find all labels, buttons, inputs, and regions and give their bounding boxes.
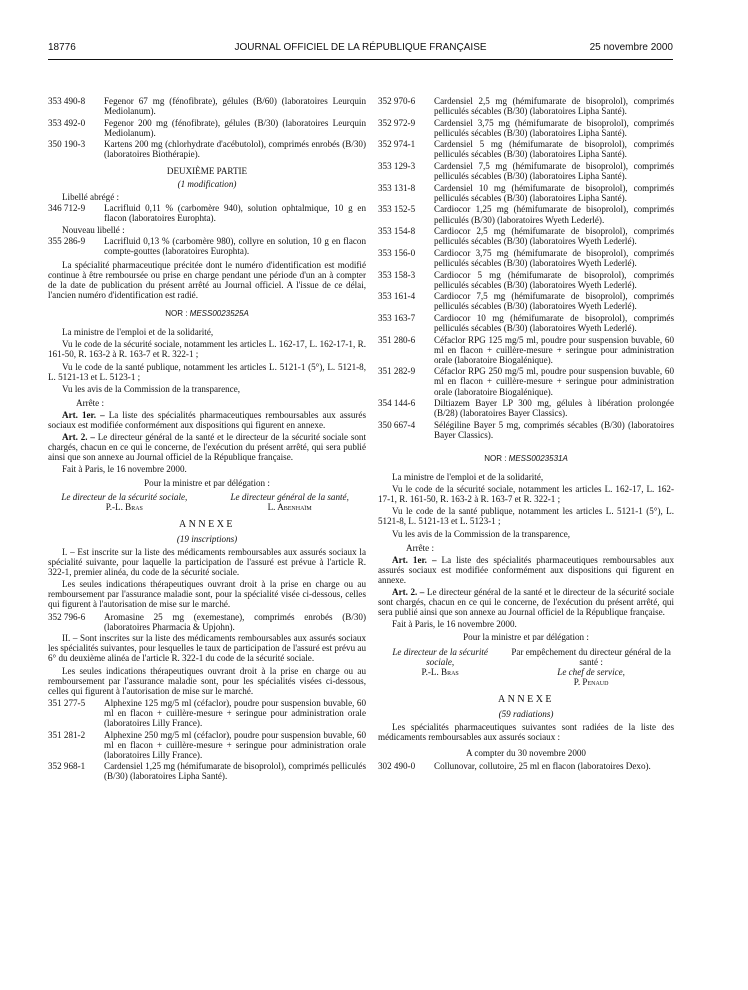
left-column [48,96,366,783]
nouveau-libelle: Nouveau libellé : [62,224,125,235]
list-item: 354 144-6 Diltiazem Bayer LP 300 mg, gélules à libération prolongée (B/28) (laboratoires Bayer Classics). [378,398,674,419]
list-item: 353 492-0 Fegenor 200 mg (fénofibrate), gélules (B/30) (laboratoires Leurquin Mediolanum). [48,117,366,138]
list-item: 352 970-6 Cardensiel 2,5 mg (hémifumarate de bisoprolol), comprimés pelliculés sécables (B/30) (laboratoires Lipha Santé). [378,96,674,117]
list-item: 353 154-8 Cardiocor 2,5 mg (hémifumarate de bisoprolol), comprimés pelliculés sécables (B/30) (laboratoires Wyeth Lederlé). [378,226,674,247]
list-item: 352 796-6 Aromasine 25 mg (exemestane), comprimés enrobés (B/30) (laboratoires Pharmacia & Upjohn). [48,611,366,632]
list-item: 351 282-9 Céfaclor RPG 250 mg/5 ml, poudre pour suspension buvable, 60 ml en flacon + cuillère-mesure + seringue pour administration orale (laboratoire Biogalénique). [378,366,674,397]
signature-left: Le directeur de la sécurité sociale, P.-L. Bras [61,491,188,512]
paragraph-I: I. – Est inscrite sur la liste des médicaments remboursables aux assurés sociaux la spécialité suivante, pour laquelle la participation de l'assuré est prévue à l'article R. 322-1, premier alinéa, du code de la sécurité sociale. [48,546,366,578]
signature-left: Le directeur de la sécurité sociale, P.-L. Bras [392,646,488,677]
page-header [48,43,673,57]
list-item: 352 968-1 Cardensiel 1,25 mg (hémifumarate de bisoprolol), comprimés pelliculés (B/30) (laboratoires Lipha Santé). [48,761,366,782]
fait-line: Fait à Paris, le 16 novembre 2000. [62,464,187,475]
list-item: 352 974-1 Cardensiel 5 mg (hémifumarate de bisoprolol), comprimés pelliculés sécables (B/30) (laboratoires Lipha Santé). [378,139,674,160]
article-1: Art. 1er. – La liste des spécialités pharmaceutiques remboursables aux assurés sociaux est modifiée conformément aux dispositions qui figurent en annexe. [378,554,675,585]
list-item: 351 281-2 Alphexine 250 mg/5 ml (céfaclor), poudre pour suspension buvable, 60 ml en flacon + cuillère-mesure + seringue pour administration orale (laboratoires Lilly France). [48,729,366,760]
ministre-line: La ministre de l'emploi et de la solidarité, [62,327,214,338]
paragraph-I-indications: Les seules indications thérapeutiques ouvrant droit à la prise en charge ou au remboursement par l'assurance maladie sont, pour la spécialité visée ci-dessous, celles qui figurent à l'autorisation de mise sur le marché. [48,579,366,610]
list-item: 351 280-6 Céfaclor RPG 125 mg/5 ml, poudre pour suspension buvable, 60 ml en flacon + cuillère-mesure + seringue pour administration orale (laboratoire Biogalénique). [378,334,674,365]
list-item: 353 152-5 Cardiocor 1,25 mg (hémifumarate de bisoprolol), comprimés pelliculés (B/30) (laboratoires Wyeth Lederlé). [378,204,674,225]
radiations-count: (59 radiations) [498,708,554,719]
list-item: 353 131-8 Cardensiel 10 mg (hémifumarate de bisoprolol), comprimés pelliculés sécables (B/30) (laboratoires Lipha Santé). [378,182,674,203]
right-column [378,96,674,773]
list-item: 353 490-8 Fegenor 67 mg (fénofibrate), gélules (B/60) (laboratoires Leurquin Mediolanum). [48,96,366,117]
list-item: 353 161-4 Cardiocor 7,5 mg (hémifumarate de bisoprolol), comprimés pelliculés sécables (B/30) (laboratoires Wyeth Lederlé). [378,291,674,312]
delegation-line: Pour la ministre et par délégation : [144,477,270,488]
article-2: Art. 2. – Le directeur général de la santé et le directeur de la sécurité sociale sont chargés, chacun en ce qui le concerne, de l'exécution du présent arrêté, qui sera publié ainsi que son annexe au Journal officiel de la République française. [48,432,367,463]
list-item: 350 190-3 Kartens 200 mg (chlorhydrate d'acébutolol), comprimés enrobés (B/30) (laboratoires Biothérapie). [48,139,366,160]
arrete-line: Arrête : [76,397,105,408]
vu-line: Vu le code de la sécurité sociale, notamment les articles L. 162-17, L. 162-17-1, R. 161-50, R. 163-2 à R. 163-7 et R. 322-1 ; [378,484,674,505]
vu-line: Vu le code de la sécurité sociale, notamment les articles L. 162-17, L. 162-17-1, R. 161-50, R. 163-2 à R. 163-7 et R. 322-1 ; [48,339,366,360]
delegation-line: Pour la ministre et par délégation : [463,632,589,643]
list-item: 353 129-3 Cardensiel 7,5 mg (hémifumarate de bisoprolol), comprimés pelliculés sécables (B/30) (laboratoires Lipha Santé). [378,161,674,182]
list-item: 353 163-7 Cardiocor 10 mg (hémifumarate de bisoprolol), comprimés pelliculés sécables (B/30) (laboratoires Wyeth Lederlé). [378,312,674,333]
signatures [48,492,366,512]
list-item: 351 277-5 Alphexine 125 mg/5 ml (céfaclor), poudre pour suspension buvable, 60 ml en flacon + cuillère-mesure + seringue pour administration orale (laboratoires Lilly France). [48,697,366,728]
ministre-line: La ministre de l'emploi et de la solidarité, [392,472,544,483]
signature-right: Le directeur général de la santé, L. Abenhaïm [230,491,349,512]
list-item: 353 156-0 Cardiocor 3,75 mg (hémifumarate de bisoprolol), comprimés pelliculés sécables (B/30) (laboratoires Wyeth Lederlé). [378,247,674,268]
modification-count: (1 modification) [177,178,237,189]
article-2: Art. 2. – Le directeur général de la santé et le directeur de la sécurité sociale sont chargés, chacun en ce qui le concerne, de l'exécution du présent arrêté, qui sera publié ainsi que son annexe au Journal officiel de la République française. [378,587,674,618]
paragraph-II: II. – Sont inscrites sur la liste des médicaments remboursables aux assurés sociaux les spécialités suivantes, pour lesquelles le taux de participation de l'assuré est prévu au 6° du deuxième alinéa de l'article R. 322-1 du code de la sécurité sociale. [48,633,366,664]
paragraph-specialite: La spécialité pharmaceutique précitée dont le numéro d'identification est modifié continue à être remboursée ou prise en charge pendant une période d'un an à compter de la date de publication du présent arrêté au Journal officiel. A l'issue de ce délai, l'ancien numéro d'identification est radié. [48,259,366,301]
inscriptions-count: (19 inscriptions) [176,533,238,544]
arrete-line: Arrête : [406,542,435,553]
nor-reference: NOR : MESS0023525A [165,309,249,319]
paragraph-II-indications: Les seules indications thérapeutiques ouvrant droit à la prise en charge ou au remboursement par l'assurance maladie sont, pour les spécialités visées ci-dessous, celles qui figurent à l'autorisation de mise sur le marché. [48,665,366,696]
list-item: 355 286-9 Lacrifluid 0,13 % (carbomère 980), collyre en solution, 10 g en flacon compte-gouttes (laboratoires Europhta). [48,235,366,256]
list-item: 352 972-9 Cardensiel 3,75 mg (hémifumarate de bisoprolol), comprimés pelliculés sécables (B/30) (laboratoires Lipha Santé). [378,117,674,138]
page-number: 18776 [48,42,76,53]
list-item: 353 158-3 Cardiocor 5 mg (hémifumarate de bisoprolol), comprimés pelliculés sécables (B/30) (laboratoires Wyeth Lederlé). [378,269,674,290]
part-title: DEUXIÈME PARTIE [166,165,248,176]
list-item: 350 667-4 Sélégiline Bayer 5 mg, comprimés sécables (B/30) (laboratoires Bayer Classics). [378,419,674,440]
vu-line: Vu le code de la santé publique, notamment les articles L. 5121-1 (5°), L. 5121-8, L. 5121-13 et L. 5123-1 ; [378,506,674,527]
vu-line: Vu les avis de la Commission de la transparence, [392,528,570,539]
libelle-abrege: Libellé abrégé : [62,191,120,202]
article-1: Art. 1er. – La liste des spécialités pharmaceutiques remboursables aux assurés sociaux est modifiée conformément aux dispositions qui figurent en annexe. [48,409,366,431]
journal-title: JOURNAL OFFICIEL DE LA RÉPUBLIQUE FRANÇAISE [234,42,487,53]
signatures [378,647,674,687]
vu-line: Vu les avis de la Commission de la transparence, [62,383,240,394]
effective-date: A compter du 30 novembre 2000 [466,748,586,759]
vu-line: Vu le code de la santé publique, notamment les articles L. 5121-1 (5°), L. 5121-8, L. 5121-13 et L. 5123-1 ; [48,361,366,382]
fait-line: Fait à Paris, le 16 novembre 2000. [392,619,517,630]
nor-reference: NOR : MESS0023531A [484,454,568,463]
annexe-title: ANNEXE [497,693,555,705]
list-item: 346 712-9 Lacrifluid 0,11 % (carbomère 940), solution ophtalmique, 10 g en flacon (laboratoires Europhta). [48,202,366,223]
header-rule [48,59,673,60]
paragraph-radiations: Les spécialités pharmaceutiques suivantes sont radiées de la liste des médicaments remboursables aux assurés sociaux : [378,722,674,743]
signature-right: Par empêchement du directeur général de la santé : Le chef de service, P. Penaud [511,646,671,687]
list-item: 302 490-0 Collunovar, collutoire, 25 ml en flacon (laboratoires Dexo). [378,761,651,772]
publication-date: 25 novembre 2000 [589,42,673,53]
annexe-title: ANNEXE [178,518,236,530]
